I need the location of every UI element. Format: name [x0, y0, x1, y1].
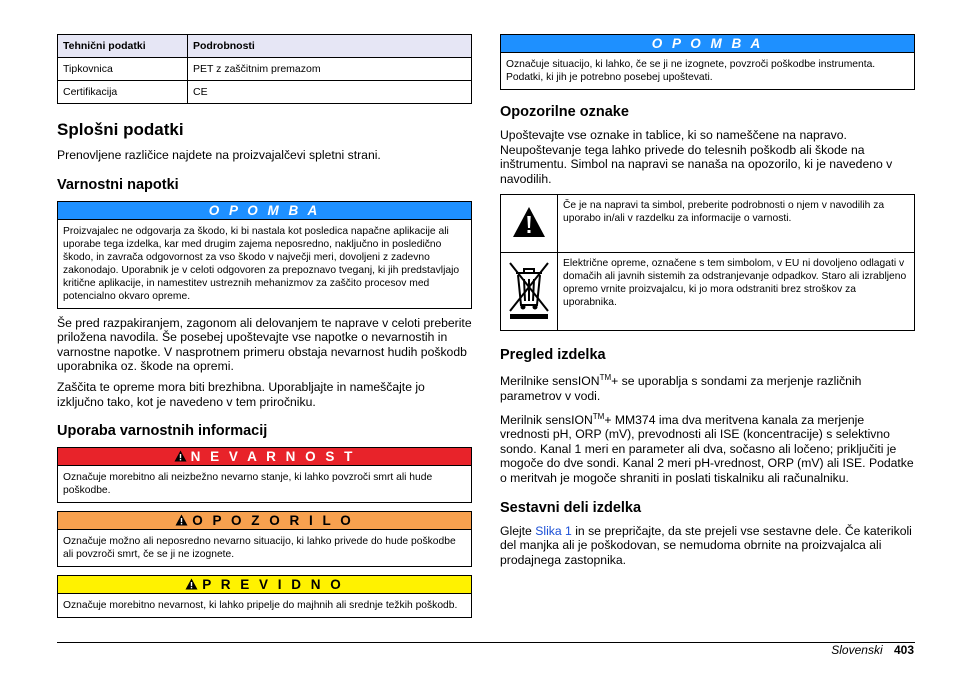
note-header: O P O M B A [58, 202, 471, 220]
danger-label: N E V A R N O S T [190, 449, 356, 465]
components-paragraph [500, 524, 915, 568]
crossed-bin-icon [506, 259, 552, 321]
text-span: Merilnik sensION [500, 412, 593, 427]
overview-paragraph-1 [500, 371, 915, 403]
note-text: Proizvajalec ne odgovarja za škodo, ki bi nastala kot posledica napačne aplikacije ali uporabe tega izdelka, kar med drugim zajema neposredno, naključno in posledično škodo, in zavrača odgovornost za vso škodo v največji meri, dovoljeni z zadevno zakonodajo. Uporabnik je v celoti odgovoren za prepoznavo tveganj, ki jih predstavljajo kritične aplikacije, in namestitev ustreznih mehanizmov za zaščito procesov med potencialno okvaro opreme. [63, 225, 460, 302]
warning-label: O P O Z O R I L O [192, 513, 354, 529]
table-cell: Električne opreme, označene s tem simbolom, v EU ni dovoljeno odlagati v domačih ali javnih sistemih za odstranjevanje odpadkov. Staro ali izrabljeno opremo vrnite proizvajalcu, ki jo mora odstraniti brez stroškov za uporabnika. [558, 253, 915, 331]
table-row [501, 253, 915, 331]
note-text: Označuje situacijo, ki lahko, če se ji ne izognete, povzroči poškodbe instrumenta. Podatki, ki jih je potrebno posebej upoštevati. [506, 59, 876, 83]
table-cell: CE [188, 81, 472, 104]
table-header-cell: Podrobnosti [188, 35, 472, 58]
section-title-hazard-info: Uporaba varnostnih informacij [57, 423, 268, 440]
page-footer [831, 643, 914, 657]
warning-triangle-icon [175, 514, 188, 526]
footer-language: Slovenski [831, 643, 883, 657]
footer-divider [57, 642, 915, 643]
table-cell: Certifikacija [58, 81, 188, 104]
section-title-overview: Pregled izdelka [500, 347, 606, 364]
text-span: in se prepričajte, da ste prejeli vse sestavne dele. Če katerikoli del manjka ali je poškodovan, se nemudoma obrnite na proizvajalca ali prodajnega zastopnika. [500, 523, 912, 567]
note-box [57, 201, 472, 309]
warning-triangle-icon [185, 578, 198, 590]
warning-triangle-icon [512, 206, 546, 238]
warning-text: Označuje možno ali neposredno nevarno situacijo, ki lahko privede do hude poškodbe ali povzroči smrt, če se ji ne izognete. [63, 536, 456, 561]
right-column [500, 34, 915, 573]
symbols-table [500, 194, 915, 331]
table-cell: PET z zaščitnim premazom [188, 58, 472, 81]
danger-header [58, 448, 471, 466]
section-title-labels: Opozorilne oznake [500, 104, 629, 120]
overview-paragraph-2 [500, 410, 915, 486]
general-intro: Prenovljene različice najdete na proizvajalčevi spletni strani. [57, 148, 381, 162]
safety-paragraph-2: Zaščita te opreme mora biti brezhibna. Uporabljajte in nameščajte jo izključno tako, kot je navedeno v tem priročniku. [57, 379, 425, 409]
table-row [58, 58, 472, 81]
caution-text: Označuje morebitno nevarnost, ki lahko pripelje do majhnih ali srednje težkih poškodb. [63, 600, 458, 612]
danger-box [57, 447, 472, 503]
warning-triangle-icon [174, 450, 187, 462]
table-cell [501, 195, 558, 253]
page-number: 403 [893, 643, 914, 657]
text-span: Merilnike sensION [500, 374, 600, 389]
note-box [500, 34, 915, 90]
table-cell [501, 253, 558, 331]
danger-text: Označuje morebitno ali neizbežno nevarno stanje, ki lahko povzroči smrt ali hude poškodbe. [63, 472, 433, 497]
trademark-mark: TM [599, 373, 612, 383]
labels-paragraph: Upoštevajte vse oznake in tablice, ki so nameščene na napravo. Neupoštevanje tega lahko privede do telesnih poškodb ali škode na inštrumentu. Simbol na napravi se nanaša na opozorilo, ki je navedeno v navodilih. [500, 128, 893, 186]
text-span: Glejte [500, 523, 536, 538]
caution-label: P R E V I D N O [202, 577, 344, 593]
safety-paragraph-1: Še pred razpakiranjem, zagonom ali delovanjem te naprave v celoti preberite priložena navodila. Še posebej upoštevajte vse napotke o nevarnostih in varnostne napotke. V nasprotnem primeru obstaja nevarnost hudih poškodb uporabnika oz. škode na opremi. [57, 315, 472, 374]
section-title-general: Splošni podatki [57, 120, 184, 139]
warning-box [57, 511, 472, 567]
section-title-safety: Varnostni napotki [57, 176, 179, 193]
table-header-row [58, 35, 472, 58]
warning-header [58, 512, 471, 530]
table-cell: Če je na napravi ta simbol, preberite podrobnosti o njem v navodilih za uporabo in/ali v razdelku za informacije o varnosti. [558, 195, 915, 253]
section-title-components: Sestavni deli izdelka [500, 499, 642, 516]
caution-box [57, 575, 472, 618]
table-row [58, 81, 472, 104]
specs-table [57, 34, 472, 104]
text-span: + MM374 ima dva meritvena kanala za merjenje vrednosti pH, ORP (mV), prevodnosti ali ISE (koncentracije) s selektivno sondo. Kanal 1 meri en parameter ali dva, sočasno ali ločeno; priključiti je mogoče do dve sondi. Kanal 2 meri pH-vrednost, ORP (mV) ali ISE. Podatke o meritvah je mogoče shraniti in poslati tiskalniku ali računalniku. [500, 412, 914, 486]
text-span: + se uporablja s sondami za merjenje različnih parametrov v vodi. [500, 374, 862, 404]
table-header-cell: Tehnični podatki [58, 35, 188, 58]
trademark-mark: TM [592, 411, 605, 421]
caution-header [58, 576, 471, 594]
figure-link[interactable]: Slika 1 [535, 523, 572, 538]
table-row [501, 195, 915, 253]
table-cell: Tipkovnica [58, 58, 188, 81]
note-header: O P O M B A [501, 35, 914, 53]
left-column [57, 34, 472, 618]
